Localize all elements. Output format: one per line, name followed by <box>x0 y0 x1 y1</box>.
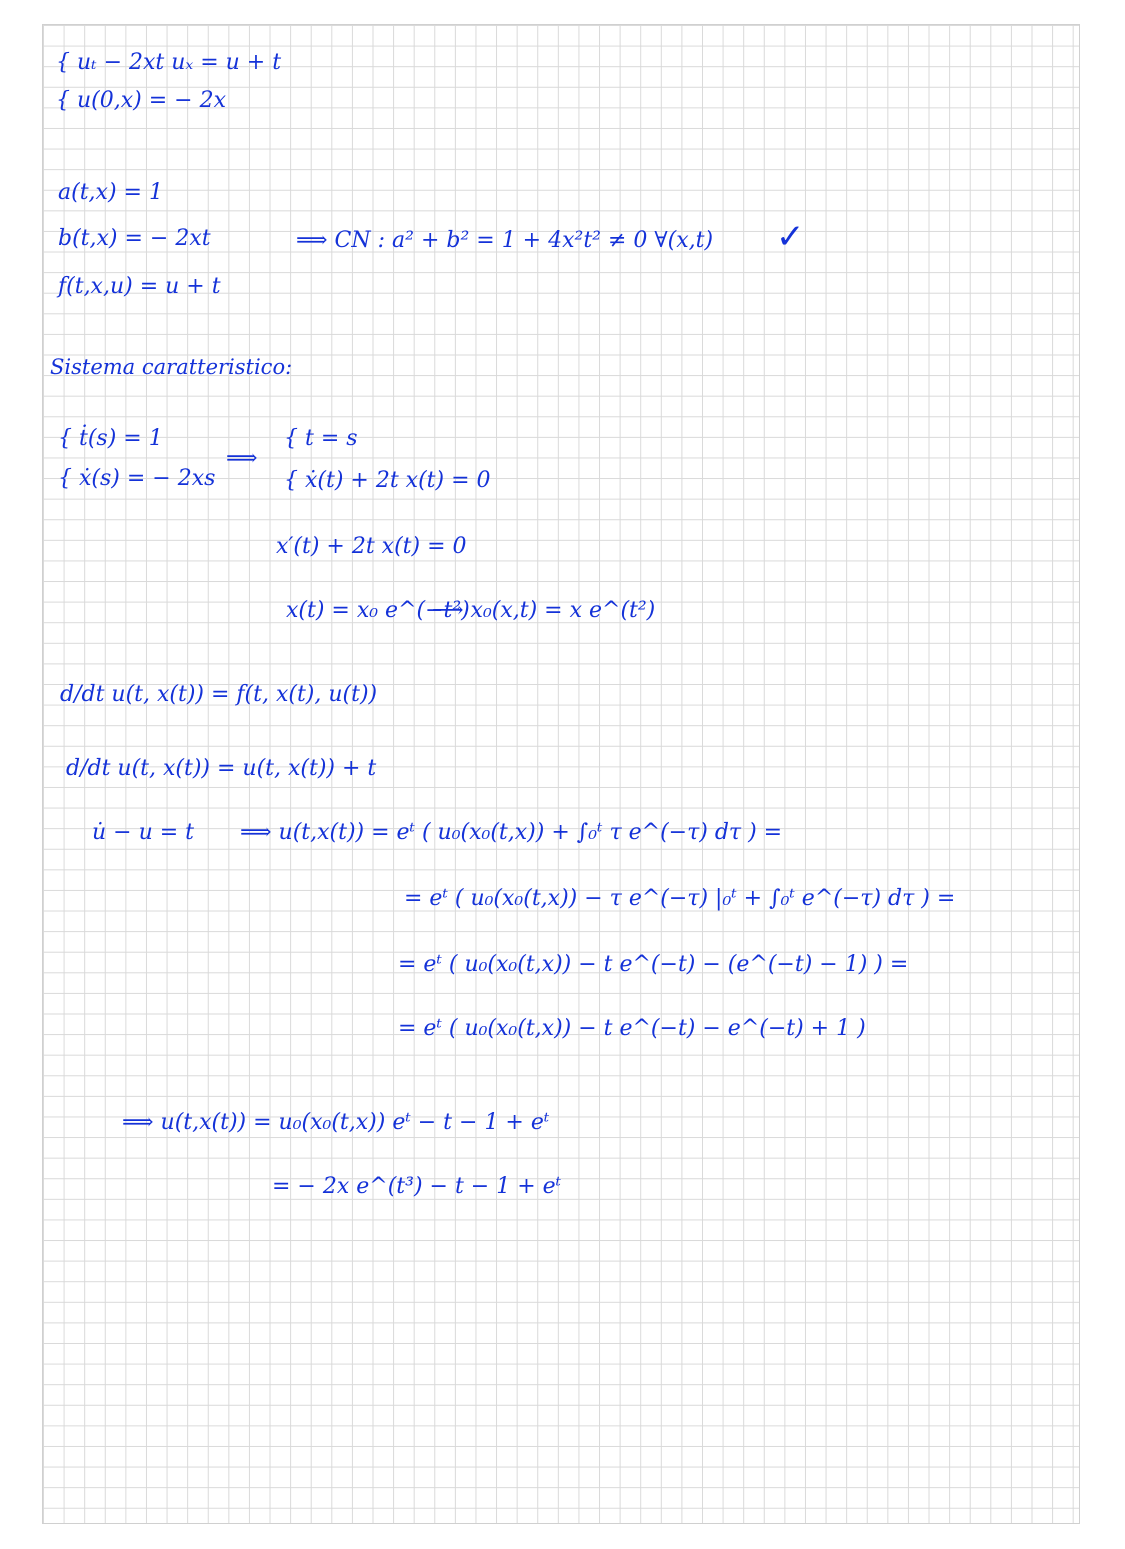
section-heading: Sistema caratteristico: <box>50 355 293 379</box>
linear-ode: x′(t) + 2t x(t) = 0 <box>276 534 467 559</box>
checkmark-icon: ✓ <box>776 217 805 257</box>
solution-formula-line1: ⟹ u(t,x(t)) = eᵗ ( u₀(x₀(t,x)) + ∫₀ᵗ τ e^(−τ) dτ ) = <box>240 820 783 845</box>
solution-formula-line3: = eᵗ ( u₀(x₀(t,x)) − t e^(−t) − (e^(−t) − 1) ) = <box>398 952 909 977</box>
solution-formula-line2: = eᵗ ( u₀(x₀(t,x)) − τ e^(−τ) |₀ᵗ + ∫₀ᵗ e^(−τ) dτ ) = <box>404 886 956 911</box>
coefficient-a: a(t,x) = 1 <box>58 180 163 205</box>
char-result-t: { t = s <box>284 426 358 451</box>
non-characteristic-condition: ⟹ CN : a² + b² = 1 + 4x²t² ≠ 0 ∀(x,t) <box>296 228 714 253</box>
inverse-characteristic: ⟶ x₀(x,t) = x e^(t²) <box>432 598 656 623</box>
char-result-x: { ẋ(t) + 2t x(t) = 0 <box>284 468 491 493</box>
char-system-t: { ṫ(s) = 1 <box>58 426 163 451</box>
source-term-f: f(t,x,u) = u + t <box>58 274 221 299</box>
linear-ode-u: u̇ − u = t <box>92 820 195 845</box>
implies-arrow: ⟹ <box>226 446 258 471</box>
coefficient-b: b(t,x) = − 2xt <box>58 226 211 251</box>
ode-solution: x(t) = x₀ e^(−t²) <box>286 598 470 623</box>
char-system-x: { ẋ(s) = − 2xs <box>58 466 216 491</box>
total-derivative-specific: d/dt u(t, x(t)) = u(t, x(t)) + t <box>66 756 377 781</box>
solution-formula-line4: = eᵗ ( u₀(x₀(t,x)) − t e^(−t) − e^(−t) + 1 ) <box>398 1016 866 1041</box>
final-result-explicit: = − 2x e^(t³) − t − 1 + eᵗ <box>272 1174 562 1199</box>
initial-condition: { u(0,x) = − 2x <box>56 88 226 113</box>
pde-equation: { uₜ − 2xt uₓ = u + t <box>56 50 282 75</box>
final-result-general: ⟹ u(t,x(t)) = u₀(x₀(t,x)) eᵗ − t − 1 + eᵗ <box>122 1110 550 1135</box>
total-derivative-general: d/dt u(t, x(t)) = f(t, x(t), u(t)) <box>60 682 378 707</box>
